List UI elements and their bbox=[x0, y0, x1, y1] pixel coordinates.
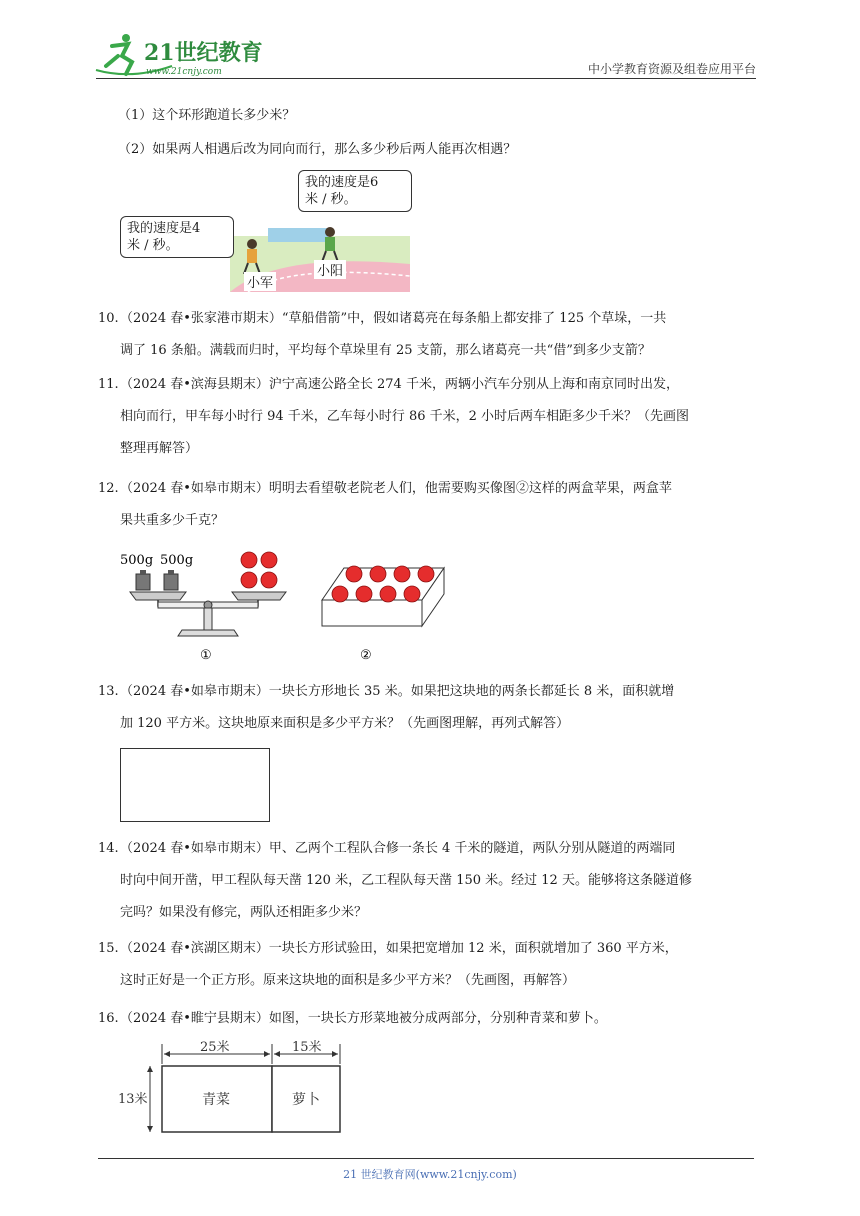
q11-line1 bbox=[98, 377, 679, 393]
q13-text1: （2024 春•如皋市期末）一块长方形地长 35 米。如果把这块地的两条长都延长 8 米，面积就增 bbox=[120, 684, 675, 699]
q12-line1 bbox=[98, 481, 672, 497]
logo-url: www.21cnjy.com bbox=[146, 67, 222, 77]
q10-number: 10. bbox=[98, 311, 119, 326]
q9-figure bbox=[118, 168, 410, 292]
dim-label-15m: 15米 bbox=[292, 1040, 322, 1055]
q15-number: 15. bbox=[98, 941, 119, 956]
q14-line2: 时向中间开凿，甲工程队每天凿 120 米，乙工程队每天凿 150 米。经过 12 天。能够将这条隧道修 bbox=[120, 873, 692, 888]
dim-label-13m: 13米 bbox=[118, 1092, 148, 1107]
header-divider bbox=[96, 78, 756, 79]
name-label-xiaoyang: 小阳 bbox=[314, 260, 346, 279]
bubble-right-line2: 米 / 秒。 bbox=[305, 192, 357, 207]
q11-number: 11. bbox=[98, 377, 119, 392]
q15-line1 bbox=[98, 941, 678, 957]
q13-line1 bbox=[98, 684, 674, 700]
footer-divider bbox=[98, 1158, 754, 1159]
q10-text1: （2024 春•张家港市期末）“草船借箭”中，假如诸葛亮在每条船上都安排了 125 个草垛，一共 bbox=[120, 311, 667, 326]
header-platform-text: 中小学教育资源及组卷应用平台 bbox=[587, 62, 756, 76]
q15-text1: （2024 春•滨湖区期末）一块长方形试验田，如果把宽增加 12 米，面积就增加了 360 平方米， bbox=[120, 941, 678, 956]
q12-text1: （2024 春•如皋市期末）明明去看望敬老院老人们，他需要购买像图②这样的两盒苹果，两盒苹 bbox=[120, 481, 672, 496]
q12-figure bbox=[118, 544, 458, 666]
q16-number: 16. bbox=[98, 1011, 119, 1026]
footer-text: 21 世纪教育网(www.21cnjy.com) bbox=[343, 1168, 517, 1181]
q13-rectangle-figure bbox=[120, 748, 270, 822]
bubble-left-line2: 米 / 秒。 bbox=[127, 238, 179, 253]
q13-number: 13. bbox=[98, 684, 119, 699]
weight-label-2: 500g bbox=[160, 553, 194, 568]
q14-line1 bbox=[98, 841, 675, 857]
speech-bubble-right bbox=[298, 170, 412, 212]
site-logo bbox=[92, 32, 262, 80]
q16-text1: （2024 春•睢宁县期末）如图，一块长方形菜地被分成两部分，分别种青菜和萝卜。 bbox=[120, 1011, 607, 1026]
figure-2-label: ② bbox=[360, 648, 372, 663]
q15-line2: 这时正好是一个正方形。原来这块地的面积是多少平方米？（先画图，再解答） bbox=[120, 973, 576, 988]
plot-label-luobo: 萝卜 bbox=[292, 1092, 320, 1108]
q10-line1 bbox=[98, 311, 666, 327]
q9-sub1: （1）这个环形跑道长多少米？ bbox=[118, 108, 296, 123]
q14-number: 14. bbox=[98, 841, 119, 856]
q10-line2: 调了 16 条船。满载而归时，平均每个草垛里有 25 支箭，那么诸葛亮一共“借”到多少支箭？ bbox=[120, 343, 651, 358]
q14-text1: （2024 春•如皋市期末）甲、乙两个工程队合修一条长 4 千米的隧道，两队分别从隧道的两端同 bbox=[120, 841, 676, 856]
q12-line2: 果共重多少千克？ bbox=[120, 513, 225, 528]
dim-label-25m: 25米 bbox=[200, 1040, 230, 1055]
q11-text1: （2024 春•滨海县期末）沪宁高速公路全长 274 千米，两辆小汽车分别从上海和南京同时出发， bbox=[120, 377, 679, 392]
balance-and-apple-box-illustration bbox=[118, 544, 458, 666]
plot-label-qingcai: 青菜 bbox=[202, 1092, 230, 1108]
logo-text: 21世纪教育 bbox=[144, 40, 262, 66]
q13-line2: 加 120 平方米。这块地原来面积是多少平方米？（先画图理解，再列式解答） bbox=[120, 716, 570, 731]
q11-line2: 相向而行，甲车每小时行 94 千米，乙车每小时行 86 千米，2 小时后两车相距多少千米？（先画图 bbox=[120, 409, 690, 424]
name-label-xiaojun: 小军 bbox=[244, 272, 276, 291]
q12-number: 12. bbox=[98, 481, 119, 496]
speech-bubble-left bbox=[120, 216, 234, 258]
bubble-left-line1: 我的速度是4 bbox=[127, 221, 201, 236]
q16-field-figure bbox=[118, 1040, 348, 1136]
q9-sub2: （2）如果两人相遇后改为同向而行，那么多少秒后两人能再次相遇？ bbox=[118, 142, 517, 157]
vegetable-plot-diagram bbox=[118, 1040, 348, 1136]
q16-line1 bbox=[98, 1011, 607, 1027]
bubble-right-line1: 我的速度是6 bbox=[305, 175, 379, 190]
weight-label-1: 500g bbox=[120, 553, 154, 568]
q14-line3: 完吗？如果没有修完，两队还相距多少米？ bbox=[120, 905, 368, 920]
runner-logo-icon bbox=[92, 32, 262, 80]
figure-1-label: ① bbox=[200, 648, 212, 663]
q11-line3: 整理再解答） bbox=[120, 441, 199, 456]
